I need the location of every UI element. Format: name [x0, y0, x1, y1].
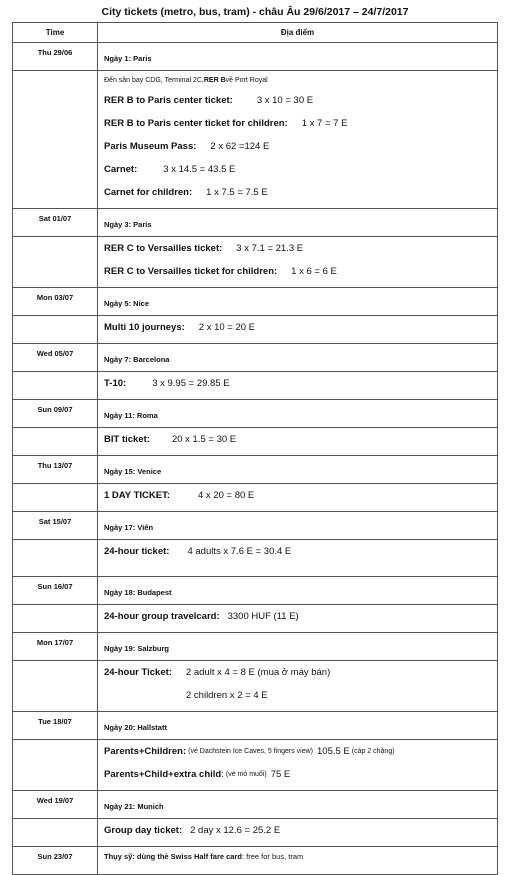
- row-details: [98, 372, 498, 400]
- row-details: [98, 540, 498, 577]
- table-row: [13, 209, 498, 237]
- row-details: [98, 819, 498, 847]
- row-details: [98, 605, 498, 633]
- time-header: Time: [13, 23, 98, 43]
- ticket-line: 24-hour ticket: 4 adults x 7.6 E = 30.4 E: [104, 546, 292, 557]
- table-row: [13, 512, 498, 540]
- table-row: [13, 577, 498, 605]
- ticket-line: 24-hour group travelcard: 3300 HUF (11 E): [104, 611, 299, 622]
- table-header-row: [13, 23, 498, 43]
- row-destination: Ngày 7: Barcelona: [98, 344, 498, 372]
- table-row: [13, 712, 498, 740]
- table-row: [13, 372, 498, 400]
- ticket-line: BIT ticket: 20 x 1.5 = 30 E: [104, 434, 237, 445]
- table-row: [13, 847, 498, 875]
- table-row: [13, 237, 498, 288]
- row-date: Sun 16/07: [13, 577, 98, 605]
- row-destination: Ngày 3: Paris: [98, 209, 498, 237]
- row-date-empty: [13, 661, 98, 712]
- row-details: [98, 484, 498, 512]
- ticket-line: 1 DAY TICKET: 4 x 20 = 80 E: [104, 490, 255, 501]
- arrival-note: Đến sân bay CDG, Terminal 2C, RER B về Port Royal: [104, 76, 268, 84]
- table-row: [13, 819, 498, 847]
- row-date-empty: [13, 484, 98, 512]
- table-row: [13, 484, 498, 512]
- table-row: [13, 791, 498, 819]
- row-date-empty: [13, 605, 98, 633]
- row-date-empty: [13, 316, 98, 344]
- row-date: Thu 29/06: [13, 43, 98, 71]
- ticket-line: Multi 10 journeys: 2 x 10 = 20 E: [104, 322, 256, 333]
- ticket-line: Paris Museum Pass: 2 x 62 =124 E: [104, 141, 270, 152]
- ticket-line: Carnet: 3 x 14.5 = 43.5 E: [104, 164, 236, 175]
- table-row: [13, 43, 498, 71]
- swiss-note: Thụy sỹ: dùng thẻ Swiss Half fare card: free for bus, tram: [98, 847, 498, 875]
- ticket-line: Group day ticket: 2 day x 12.6 = 25.2 E: [104, 825, 281, 836]
- row-details: [98, 740, 498, 791]
- table-row: [13, 400, 498, 428]
- table-row: [13, 71, 498, 209]
- table-row: [13, 456, 498, 484]
- row-details: [98, 316, 498, 344]
- table-row: [13, 428, 498, 456]
- row-destination: Ngày 1: Paris: [98, 43, 498, 71]
- table-row: [13, 316, 498, 344]
- table-row: [13, 740, 498, 791]
- row-date: Mon 03/07: [13, 288, 98, 316]
- ticket-line: Carnet for children: 1 x 7.5 = 7.5 E: [104, 187, 268, 198]
- row-details: [98, 71, 498, 209]
- row-details: [98, 428, 498, 456]
- row-date-empty: [13, 372, 98, 400]
- row-date: Sun 09/07: [13, 400, 98, 428]
- ticket-line: RER C to Versailles ticket: 3 x 7.1 = 21.3 E: [104, 243, 304, 254]
- table-row: [13, 605, 498, 633]
- table-row: [13, 344, 498, 372]
- table-row: [13, 288, 498, 316]
- row-details: [98, 237, 498, 288]
- row-destination: Ngày 17: Viên: [98, 512, 498, 540]
- table-row: [13, 633, 498, 661]
- ticket-line: 2 children x 2 = 4 E: [186, 690, 268, 701]
- row-destination: Ngày 5: Nice: [98, 288, 498, 316]
- place-header: Địa điểm: [98, 23, 498, 43]
- row-details: [98, 661, 498, 712]
- row-date: Wed 05/07: [13, 344, 98, 372]
- row-destination: Ngày 19: Salzburg: [98, 633, 498, 661]
- row-date-empty: [13, 540, 98, 577]
- ticket-line: 24-hour Ticket: 2 adult x 4 = 8 E (mua ở máy bán): [104, 667, 331, 678]
- ticket-line: Parents+Children : (vé Dachstein Ice Caves, 5 fingers view) 105.5 E (cáp 2 chặng): [104, 746, 395, 757]
- row-date: Thu 13/07: [13, 456, 98, 484]
- row-destination: Ngày 11: Roma: [98, 400, 498, 428]
- tickets-table: [12, 22, 498, 875]
- row-date: Wed 19/07: [13, 791, 98, 819]
- ticket-line: Parents+Child+extra child : (vé mỏ muối) 75 E: [104, 769, 291, 780]
- row-date-empty: [13, 71, 98, 209]
- table-row: [13, 661, 498, 712]
- row-date: Sat 15/07: [13, 512, 98, 540]
- row-destination: Ngày 18: Budapest: [98, 577, 498, 605]
- row-destination: Ngày 20: Hallstatt: [98, 712, 498, 740]
- row-date-empty: [13, 740, 98, 791]
- ticket-line: RER B to Paris center ticket: 3 x 10 = 30 E: [104, 95, 314, 106]
- ticket-line: RER C to Versailles ticket for children: 1 x 6 = 6 E: [104, 266, 337, 277]
- row-date: Tue 18/07: [13, 712, 98, 740]
- row-date: Sat 01/07: [13, 209, 98, 237]
- ticket-line: RER B to Paris center ticket for children: 1 x 7 = 7 E: [104, 118, 348, 129]
- row-date: Sun 23/07: [13, 847, 98, 875]
- row-date-empty: [13, 428, 98, 456]
- row-destination: Ngày 15: Venice: [98, 456, 498, 484]
- ticket-line: T-10: 3 x 9.95 = 29.85 E: [104, 378, 230, 389]
- table-row: [13, 540, 498, 577]
- document-title: City tickets (metro, bus, tram) - châu Âu 29/6/2017 – 24/7/2017: [101, 6, 409, 18]
- row-date: Mon 17/07: [13, 633, 98, 661]
- row-date-empty: [13, 237, 98, 288]
- row-date-empty: [13, 819, 98, 847]
- row-destination: Ngày 21: Munich: [98, 791, 498, 819]
